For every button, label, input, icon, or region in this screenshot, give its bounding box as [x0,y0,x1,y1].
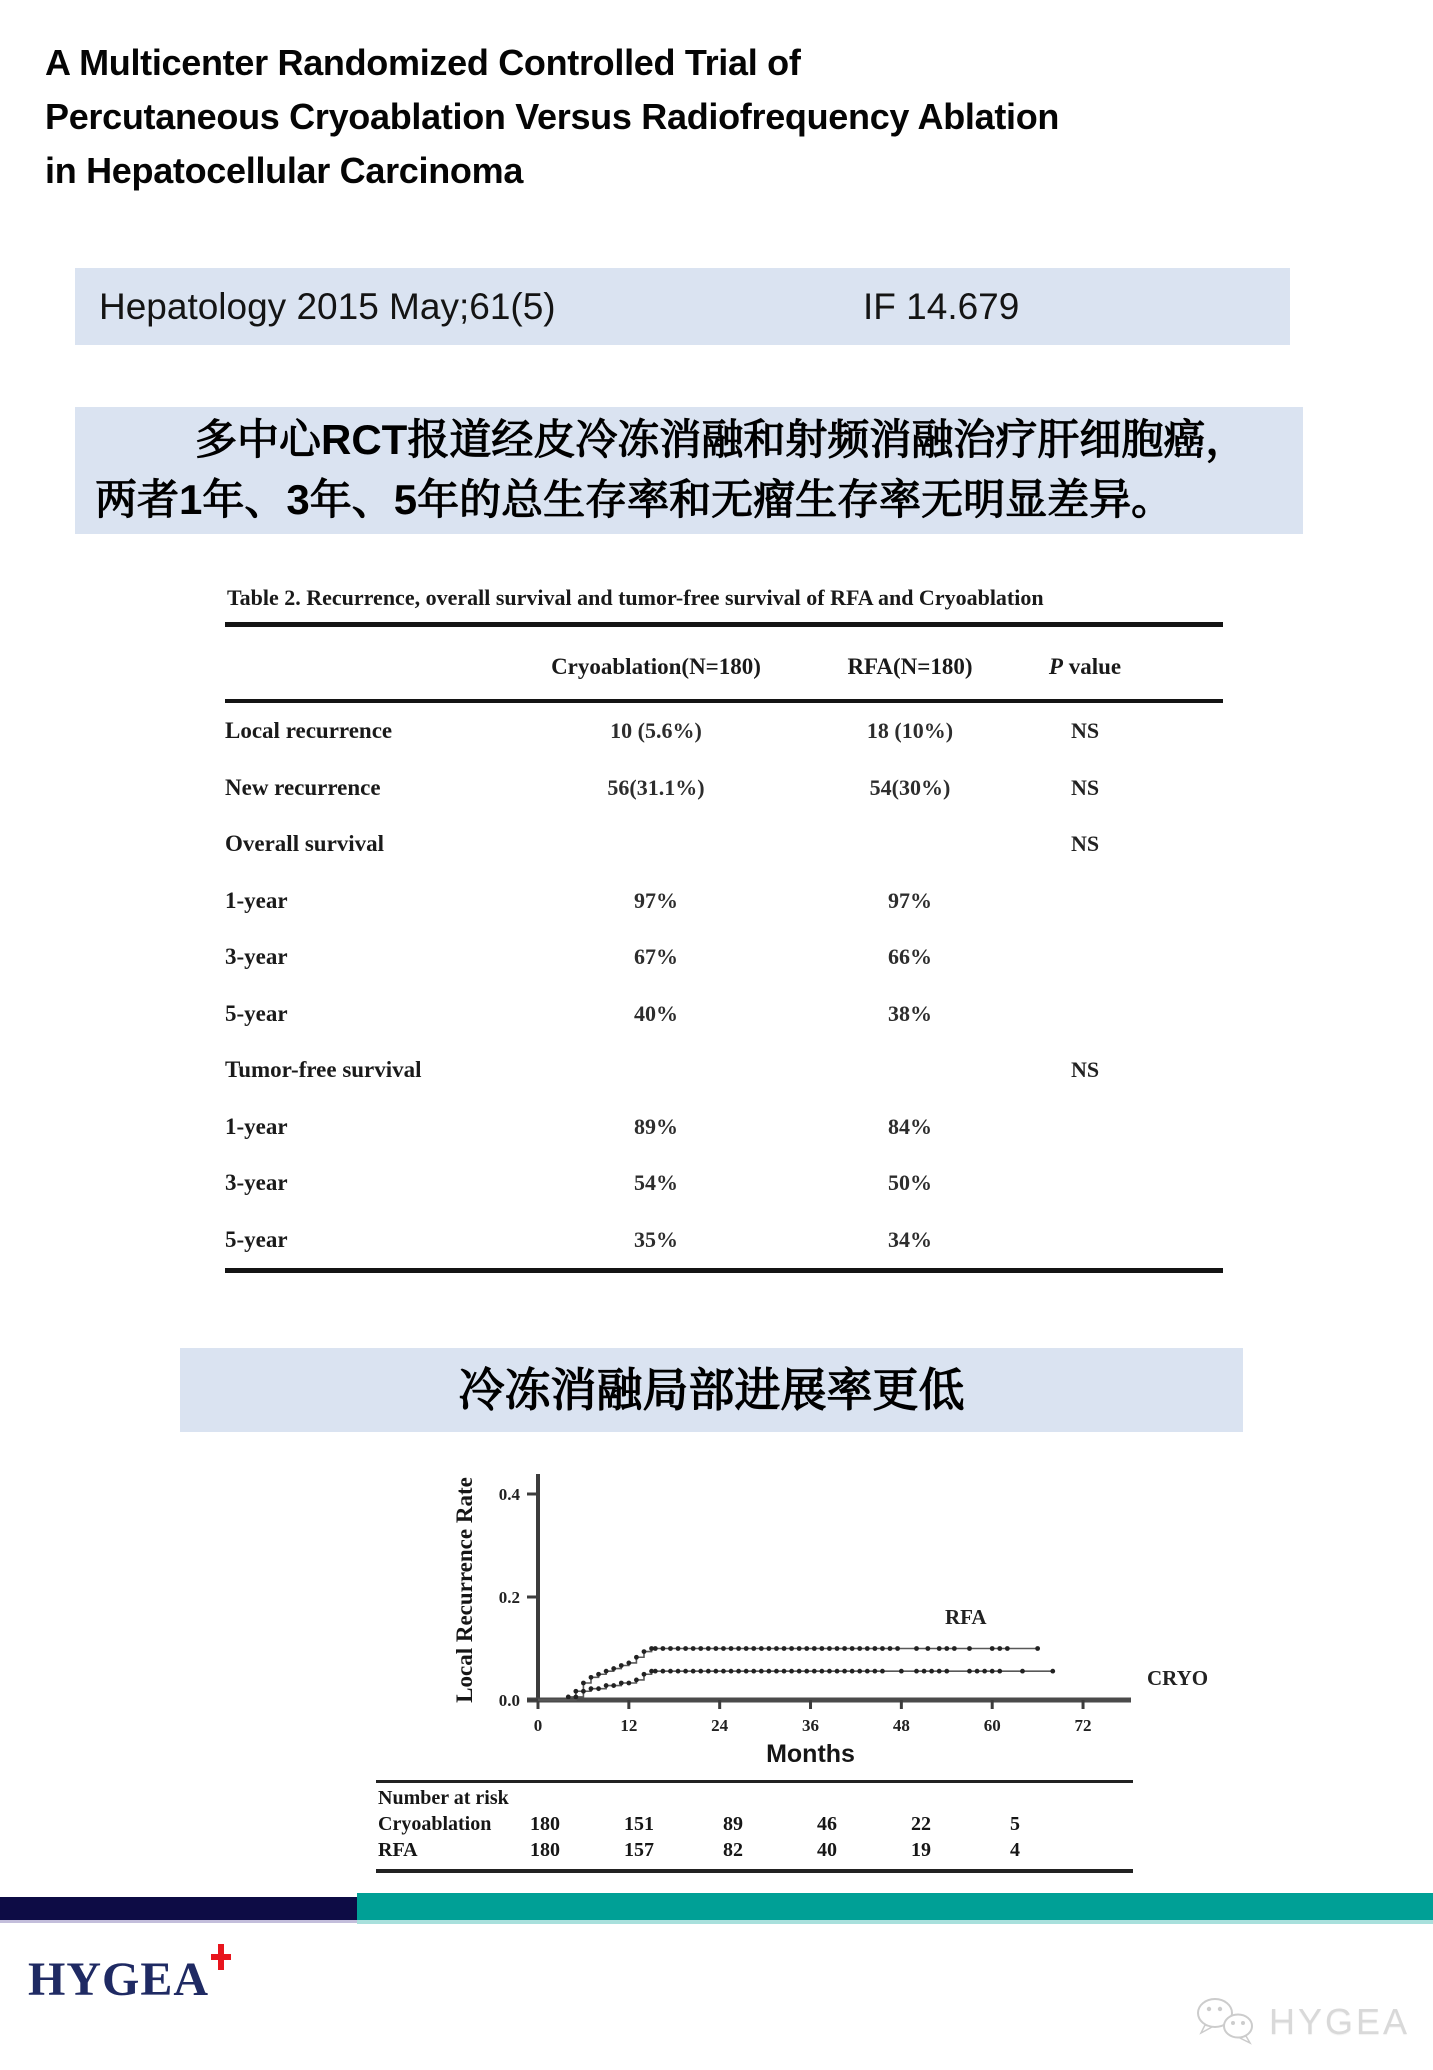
risk-value: 89 [723,1813,743,1835]
risk-value: 157 [624,1839,654,1861]
event-mark [634,1678,639,1683]
censor-mark [729,1669,734,1674]
local-recurrence-chart [368,1452,1228,1774]
wechat-icon [1193,1996,1259,2048]
risk-value: 4 [1010,1839,1020,1861]
table2-cell: NS [1070,718,1100,744]
table2-cell: 1-year [225,887,288,913]
censor-mark [812,1669,817,1674]
censor-mark [766,1669,771,1674]
censor-mark [736,1669,741,1674]
censor-mark [797,1669,802,1674]
event-mark [573,1689,578,1694]
table2-body [225,703,1127,1268]
censor-mark [857,1669,862,1674]
table-row [225,1212,1127,1269]
event-mark [626,1681,631,1686]
p-rest: value [1062,654,1122,679]
event-mark [619,1681,624,1686]
table2-cell: 5-year [225,1226,288,1252]
risk-value: 180 [530,1813,560,1835]
censor-mark [850,1646,855,1651]
footer-navy-bar [0,1897,357,1923]
censor-mark [744,1669,749,1674]
censor-mark [914,1646,919,1651]
hygea-logo [28,1952,233,2007]
table2-cell: NS [1070,774,1100,800]
censor-mark [842,1646,847,1651]
censor-mark [865,1646,870,1651]
event-mark [611,1666,616,1671]
censor-mark [759,1646,764,1651]
risk-value: 82 [723,1839,743,1861]
event-mark [573,1695,578,1700]
censor-mark [888,1646,893,1651]
censor-mark [990,1646,995,1651]
censor-mark [661,1669,666,1674]
table2-header-cryo: Cryoablation(N=180) [551,654,761,679]
risk-row [376,1811,1133,1837]
censor-mark [895,1646,900,1651]
censor-mark [759,1669,764,1674]
number-at-risk-table [376,1780,1133,1873]
x-tick-label: 12 [620,1716,638,1735]
table2-cell: Overall survival [225,831,385,857]
title-line-1: A Multicenter Randomized Controlled Trial of [45,42,801,83]
table2-cell: 84% [888,1113,932,1139]
risk-value: 5 [1010,1813,1020,1835]
journal-citation: Hepatology 2015 May;61(5) [99,285,556,327]
censor-mark [706,1669,711,1674]
hygea-logo-text: HYGEA [28,1953,210,2006]
x-axis-label: Months [766,1740,855,1768]
censor-mark [721,1669,726,1674]
event-mark [642,1649,647,1654]
risk-rows [376,1811,1133,1863]
table2-caption: Table 2. Recurrence, overall survival and tumor-free survival of RFA and Cryoablation [227,585,1044,610]
censor-mark [691,1669,696,1674]
censor-mark [736,1646,741,1651]
table2-cell: Tumor-free survival [225,1057,422,1083]
censor-mark [937,1646,942,1651]
event-mark [604,1683,609,1688]
event-mark [634,1655,639,1660]
table-row [225,1099,1127,1156]
censor-mark [967,1646,972,1651]
censor-mark [691,1646,696,1651]
table2-cell: 66% [888,944,932,970]
event-mark [642,1672,647,1677]
event-mark [626,1661,631,1666]
table2-cell: 18 (10%) [866,718,954,744]
censor-mark [721,1646,726,1651]
censor-mark [683,1669,688,1674]
table2-cell: 67% [634,944,678,970]
censor-mark [952,1646,957,1651]
event-mark [611,1683,616,1688]
table2-bottom-rule [225,1268,1223,1273]
table2-cell: 89% [634,1113,678,1139]
x-tick-label: 36 [802,1716,820,1735]
table2-cell: 97% [634,887,678,913]
watermark-text: HYGEA [1269,2001,1411,2042]
risk-value: 19 [911,1839,931,1861]
censor-mark [997,1669,1002,1674]
summary-box [75,407,1303,534]
km-curve-rfa [538,1649,1038,1701]
censor-mark [751,1646,756,1651]
table-row [225,703,1127,760]
page-title [45,36,1165,198]
table2-cell: 34% [888,1226,932,1252]
censor-mark [751,1669,756,1674]
x-tick-label: 0 [533,1716,543,1735]
table2-cell: NS [1070,831,1100,857]
censor-mark [857,1646,862,1651]
censor-mark [729,1646,734,1651]
censor-mark [819,1646,824,1651]
event-mark [619,1663,624,1668]
censor-mark [653,1646,658,1651]
table-row [225,873,1127,930]
censor-mark [990,1669,995,1674]
km-chart-svg [368,1452,1228,1774]
censor-mark [944,1646,949,1651]
censor-mark [706,1646,711,1651]
table-row [225,929,1127,986]
table2-cell: 1-year [225,1113,288,1139]
censor-mark [975,1669,980,1674]
censor-mark [744,1646,749,1651]
cryo-series-label: CRYO [1147,1666,1209,1690]
censor-mark [914,1669,919,1674]
journal-banner [75,268,1290,345]
section-banner: 冷冻消融局部进展率更低 [180,1348,1243,1432]
censor-mark [1005,1646,1010,1651]
table2 [225,585,1225,1280]
censor-mark [782,1669,787,1674]
y-tick-label: 0.0 [498,1691,520,1710]
footer-teal-bar [357,1893,1433,1924]
censor-mark [819,1669,824,1674]
table2-cell: New recurrence [225,774,381,800]
impact-factor: IF 14.679 [863,285,1020,327]
table2-cell: 40% [634,1000,678,1026]
event-mark [581,1681,586,1686]
censor-mark [804,1646,809,1651]
censor-mark [835,1646,840,1651]
censor-mark [922,1669,927,1674]
censor-mark [865,1669,870,1674]
censor-mark [766,1646,771,1651]
table2-top-rule [225,622,1223,627]
censor-mark [929,1669,934,1674]
censor-mark [774,1646,779,1651]
event-mark [581,1689,586,1694]
censor-mark [789,1669,794,1674]
censor-mark [698,1669,703,1674]
censor-mark [967,1669,972,1674]
title-line-3: in Hepatocellular Carcinoma [45,150,524,191]
censor-mark [713,1669,718,1674]
table2-header-rfa: RFA(N=180) [847,654,973,679]
censor-mark [774,1669,779,1674]
risk-header: Number at risk [378,1787,509,1809]
censor-mark [835,1669,840,1674]
event-mark [596,1686,601,1691]
x-tick-label: 72 [1074,1716,1092,1735]
event-mark [604,1669,609,1674]
risk-value: 46 [817,1813,837,1835]
censor-mark [997,1646,1002,1651]
censor-mark [880,1669,885,1674]
censor-mark [713,1646,718,1651]
censor-mark [827,1646,832,1651]
censor-mark [1050,1669,1055,1674]
x-tick-label: 24 [711,1716,729,1735]
table2-cell: 5-year [225,1000,288,1026]
summary-line-1: 多中心RCT报道经皮冷冻消融和射频消融治疗肝细胞癌， [195,416,1248,463]
wechat-watermark [1193,1996,1410,2048]
censor-mark [661,1646,666,1651]
censor-mark [683,1646,688,1651]
table2-header-pvalue [1043,654,1127,680]
censor-mark [698,1646,703,1651]
table-row [225,816,1127,873]
censor-mark [668,1669,673,1674]
y-tick-label: 0.4 [498,1485,520,1504]
censor-mark [668,1646,673,1651]
table2-cell: 50% [888,1170,932,1196]
table-row [225,1155,1127,1212]
p-italic: P [1048,654,1063,679]
censor-mark [937,1669,942,1674]
censor-mark [782,1646,787,1651]
censor-mark [872,1669,877,1674]
censor-mark [827,1669,832,1674]
censor-mark [850,1669,855,1674]
risk-row-name: RFA [378,1839,418,1861]
censor-mark [899,1669,904,1674]
table2-cell: 38% [888,1000,932,1026]
event-mark [566,1695,571,1700]
y-tick-label: 0.2 [498,1588,520,1607]
censor-mark [872,1646,877,1651]
risk-value: 180 [530,1839,560,1861]
risk-row-name: Cryoablation [378,1813,492,1835]
table2-cell: 56(31.1%) [607,774,705,800]
censor-mark [880,1646,885,1651]
table2-header-row [225,643,1127,691]
censor-mark [925,1646,930,1651]
censor-mark [676,1669,681,1674]
censor-mark [653,1669,658,1674]
censor-mark [842,1669,847,1674]
censor-mark [676,1646,681,1651]
censor-mark [804,1669,809,1674]
censor-mark [944,1669,949,1674]
risk-value: 151 [624,1813,654,1835]
risk-value: 40 [817,1839,837,1861]
table2-cell: 54(30%) [869,774,951,800]
censor-mark [982,1669,987,1674]
table2-cell: NS [1070,1057,1100,1083]
censor-mark [797,1646,802,1651]
table2-cell: 35% [634,1226,678,1252]
table2-cell: Local recurrence [225,718,393,744]
table2-cell: 10 (5.6%) [610,718,702,744]
censor-mark [1035,1646,1040,1651]
censor-mark [789,1646,794,1651]
x-tick-label: 60 [983,1716,1001,1735]
rfa-series-label: RFA [945,1605,987,1629]
table2-cell: 3-year [225,944,288,970]
table-row [225,760,1127,817]
event-mark [596,1672,601,1677]
table2-cell: 3-year [225,1170,288,1196]
risk-row [376,1837,1133,1863]
event-mark [589,1675,594,1680]
y-axis-label: Local Recurrence Rate [452,1477,477,1703]
x-tick-label: 48 [892,1716,910,1735]
censor-mark [1020,1669,1025,1674]
risk-value: 22 [911,1813,931,1835]
table2-cell: 54% [634,1170,678,1196]
title-line-2: Percutaneous Cryoablation Versus Radiofrequency Ablation [45,96,1060,137]
censor-mark [812,1646,817,1651]
table2-cell: 97% [888,887,932,913]
event-mark [589,1686,594,1691]
red-cross-icon [209,1944,233,1974]
summary-line-2: 两者1年、3年、5年的总生存率和无瘤生存率无明显差异。 [95,476,1174,523]
table-row [225,1042,1127,1099]
table-row [225,986,1127,1043]
